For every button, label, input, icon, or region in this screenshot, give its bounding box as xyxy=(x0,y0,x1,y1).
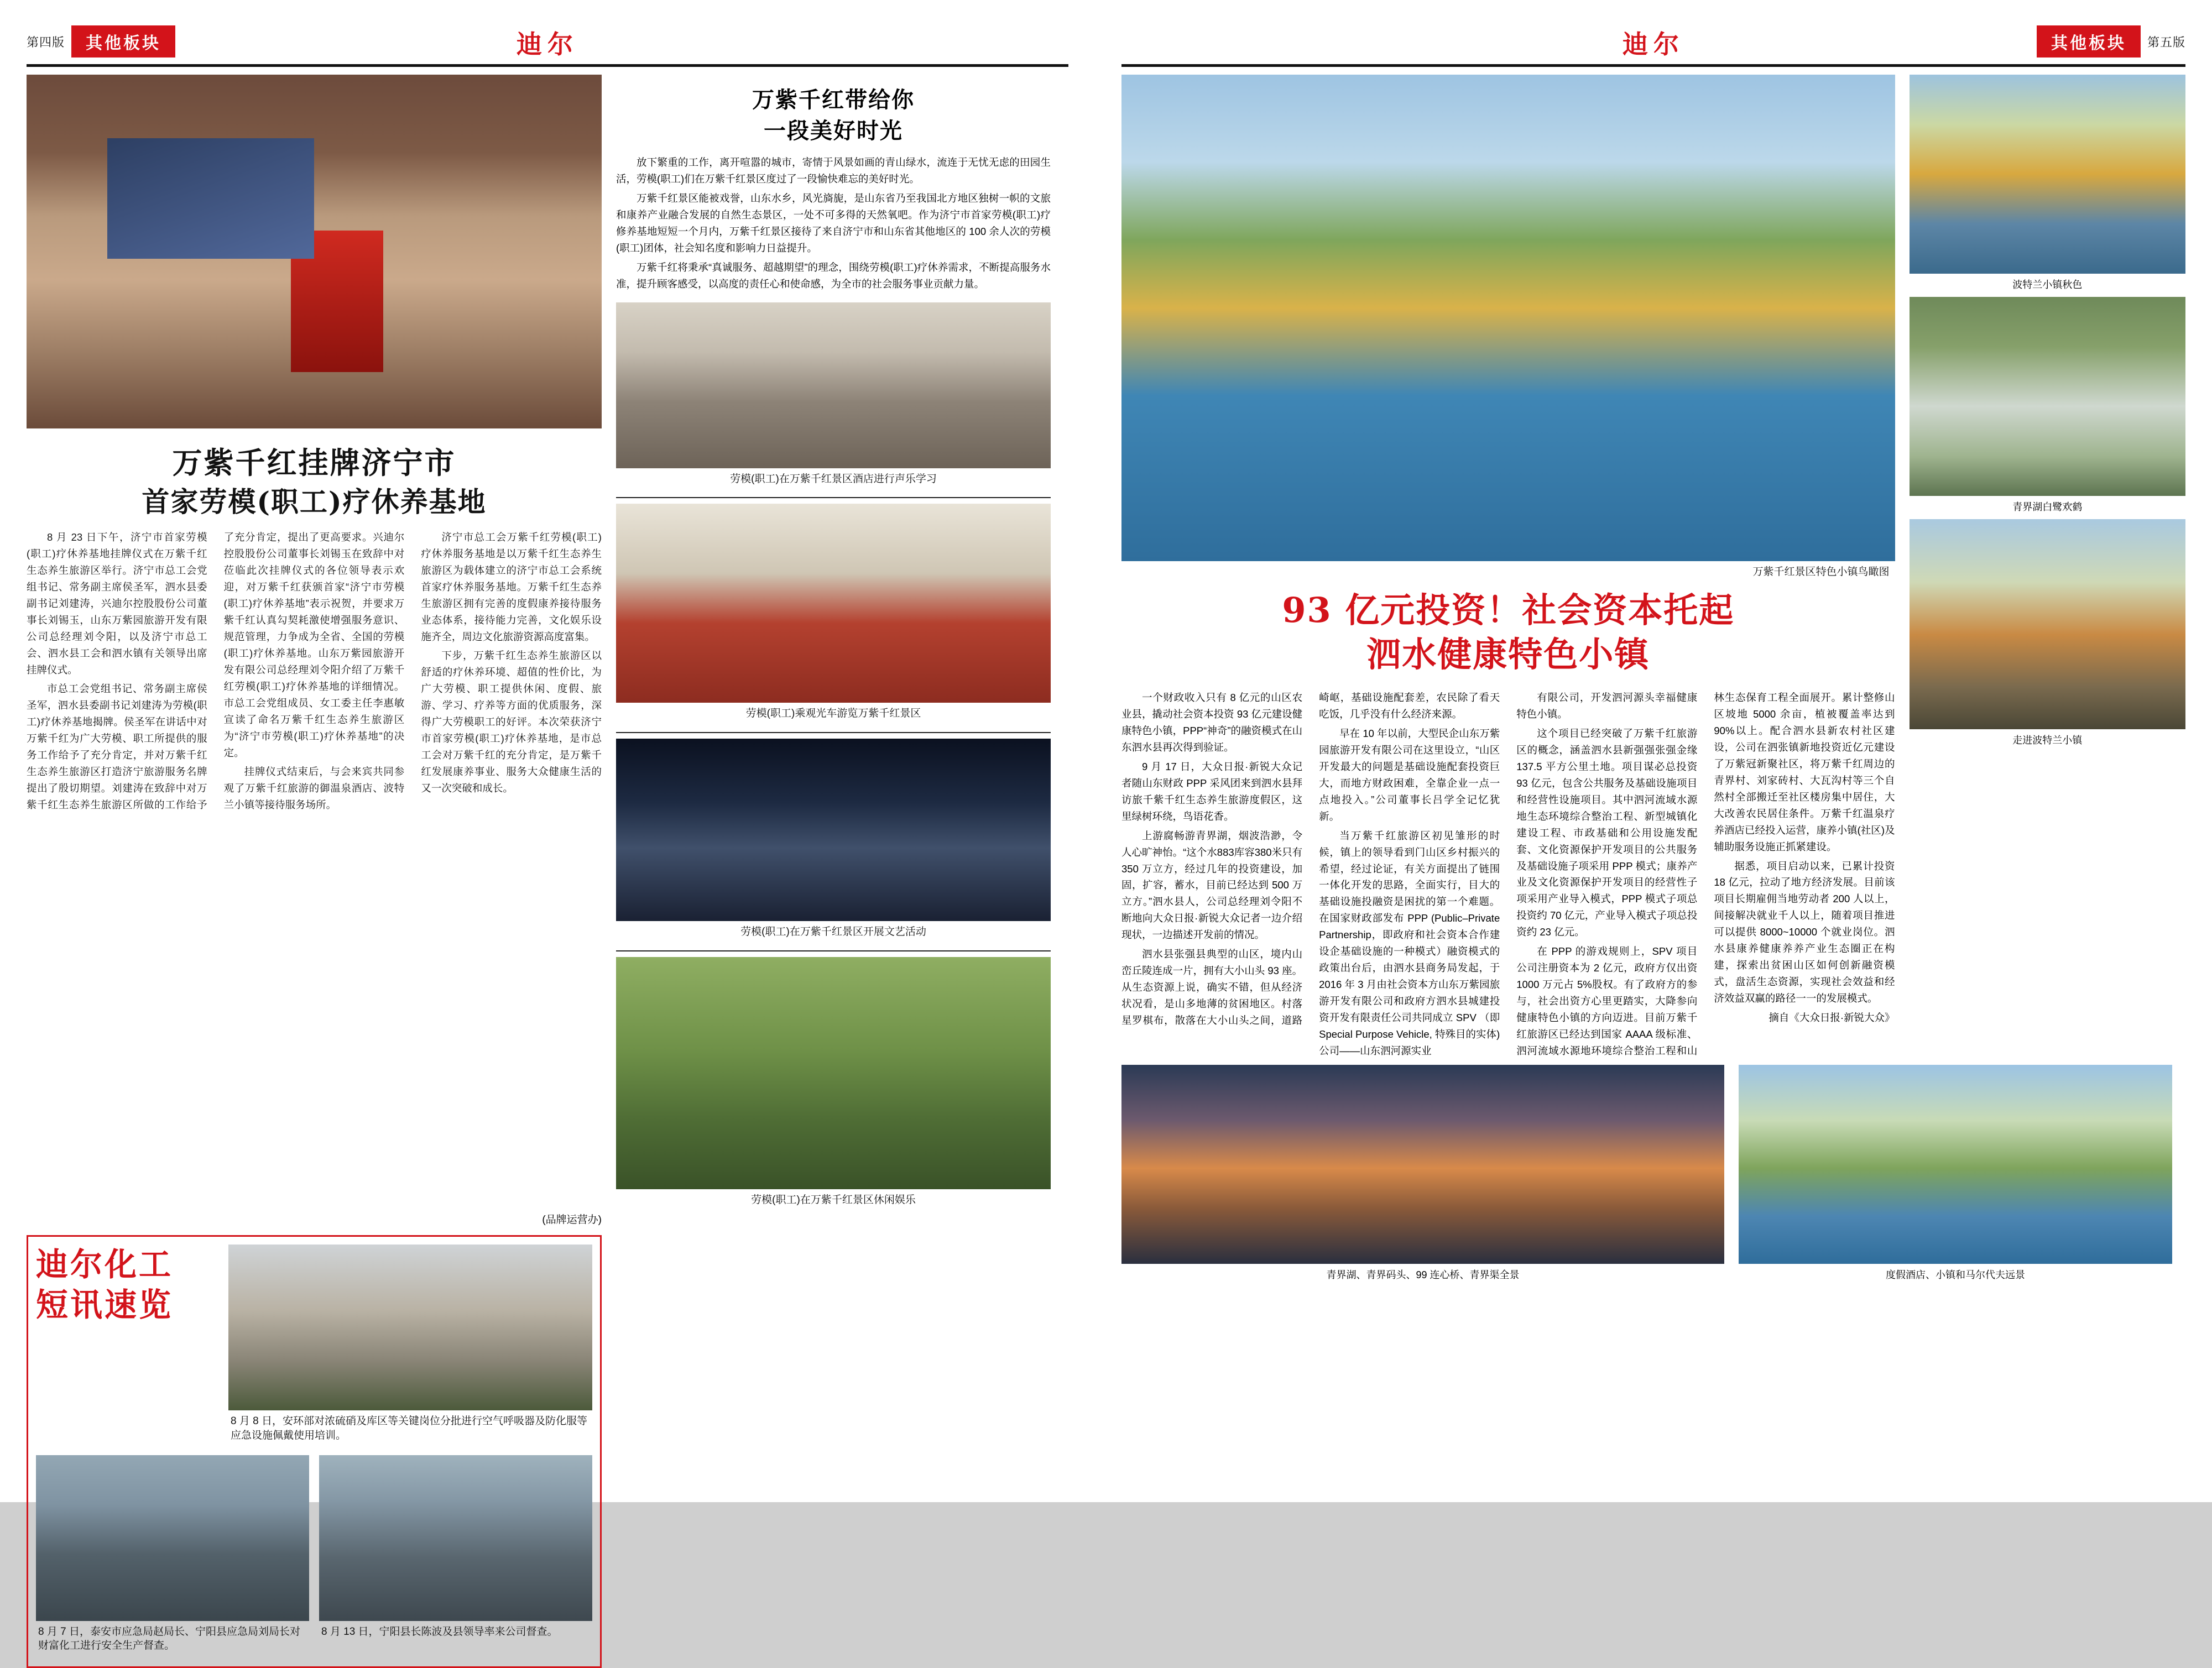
side-article-title-2: 一段美好时光 xyxy=(764,118,903,144)
caption-lake-birds: 青界湖白鹭欢鹤 xyxy=(2012,501,2083,513)
caption-autumn-town: 波特兰小镇秋色 xyxy=(2012,279,2083,290)
right-bottom-photos xyxy=(1121,1065,2185,1287)
main-article-title-2: 首家劳模(职工)疗休养基地 xyxy=(142,485,487,518)
newspaper-logo-right: 迪尔 xyxy=(1623,29,1684,59)
right-top-region xyxy=(1121,75,2185,1059)
masthead-left xyxy=(27,22,1068,61)
photo-resort-hotel-aerial xyxy=(1739,1065,2172,1264)
right-article-para: 在 PPP 的游戏规则上，SPV 项目公司注册资本为 2 亿元，政府方仅出资 1000 万元占 5%股权。有了政府方的参与，社会出资方心里更踏实，大降参向健康特色小镇的方向迈进。目前万紫千红旅游区已经达到国家 AAAA 级标准、泗河流域水源地环境综合整治工程和山林生态保育工程全面展开。累计整修山区坡地 5000 余亩，植被覆盖率达到 90%以上。配合泗水县新农村社区建设，公司在泗张镇新地投资近亿元建设了万紫冠新聚社区，将万紫千红周边的青界村、刘家砖村、大瓦沟村等三个自然村全部搬迁至社区楼房集中居住，大大改善农民居住条件。万紫千红温泉疗养酒店已经投入运营，康养小镇(社区)及辅助服务设施正抓紧建设。 xyxy=(1516,691,1895,1057)
photo-lake-birds xyxy=(1910,297,2185,496)
right-article-para: 有限公司，开发泗河源头幸福健康特色小镇。 xyxy=(1516,691,1698,720)
promo-title-line1: 迪尔化工 xyxy=(36,1246,174,1284)
left-top-region xyxy=(27,75,1068,1212)
photo-choir-study xyxy=(616,302,1051,468)
masthead-rule-right xyxy=(1121,64,2185,67)
side-article-body xyxy=(616,154,1051,292)
caption-leader-visit: 8 月 13 日，宁阳县长陈波及县领导率来公司督查。 xyxy=(321,1625,558,1638)
right-article-para: 一个财政收入只有 8 亿元的山区农业县，撬动社会资本投资 93 亿元建设健康特色小镇，PPP“神奇”的融资模式在山东泗水县再次得到验证。 xyxy=(1121,691,1303,753)
divider xyxy=(616,950,1051,951)
caption-choir-study: 劳模(职工)在万紫千红景区酒店进行声乐学习 xyxy=(730,473,937,485)
side-article-title-1: 万紫千红带给你 xyxy=(752,87,915,113)
photo-hall-ceremony xyxy=(27,75,602,428)
main-article-byline: (品牌运营办) xyxy=(542,1214,602,1226)
main-article-para: 8 月 23 日下午，济宁市首家劳模(职工)疗休养基地挂牌仪式在万紫千红生态养生旅游区举行。济宁市总工会党组书记、常务副主席侯圣军，泗水县委副书记刘建涛，兴迪尔控股股份公司董事长刘锡玉，山东万紫园旅游开发有限公司总经理刘令阳，以及济宁市总工会、泗水县工会和泗水镇有关领导出席挂牌仪式。 xyxy=(27,531,207,676)
caption-scenic-town-aerial: 万紫千红景区特色小镇鸟瞰图 xyxy=(1752,566,1890,578)
main-article-para: 挂牌仪式结束后，与会来宾共同参观了万紫千红旅游的御温泉酒店、波特兰小镇等接待服务场所。 xyxy=(223,765,405,811)
right-article-para: 这个项目已经突破了万紫千红旅游区的概念，涵盖泗水县新强强张强金缘 137.5 平方公里土地。项目谋必总投资 93 亿元，包含公共服务及基础设施项目和经营性设施项目。其中泗河流域水源地生态环境综合整治工程、新型城镇化建设工程、市政基础和公用设施发配套、文化资源保护开发项目的公共服务及基础设施子项采用 PPP 模式；康养产业及文化资源保护开发项目的经营性子项采用产业导入模式，PPP 模式子项总投资约 70 亿元，产业导入模式子项总投资约 23 亿元。 xyxy=(1516,727,1698,938)
photo-evening-performance xyxy=(616,739,1051,921)
section-tag-right: 其他板块 xyxy=(2037,25,2141,57)
divider xyxy=(616,732,1051,733)
main-article-body xyxy=(27,529,602,813)
right-headline-line1: 93 亿元投资！社会资本托起 xyxy=(1282,589,1735,630)
photo-scenic-town-aerial xyxy=(1121,75,1895,561)
newspaper-logo-left: 迪尔 xyxy=(517,29,578,59)
caption-lake-sunset-pier: 青界湖、青界码头、99 连心桥、青界渠全景 xyxy=(1326,1269,1520,1281)
main-article-para: 下步，万紫千红生态养生旅游区以舒适的疗休养环境、超值的性价比，为广大劳模、职工提供休闲、度假、旅游、学习、疗养等方面的优质服务，深得广大劳模职工的好评。本次荣获济宁市首家劳模(职工)疗休养基地，是市总工会对万紫千红的充分肯定，是万紫千红发展康养事业、服务大众健康生活的又一次突破和成长。 xyxy=(421,650,602,794)
caption-evening-performance: 劳模(职工)在万紫千红景区开展文艺活动 xyxy=(740,926,926,938)
caption-leisure-swing: 劳模(职工)在万紫千红景区休闲娱乐 xyxy=(751,1194,916,1206)
right-article-para: 早在 10 年以前，大型民企山东万紫园旅游开发有限公司在这里设立，“山区开发最大的问题是基础设施配套投资巨大，而地方财政困难，全靠企业一点一点地投入。”公司董事长吕学全记忆犹新。 xyxy=(1319,727,1500,822)
section-tag-left: 其他板块 xyxy=(71,25,175,57)
photo-leader-visit xyxy=(319,1455,592,1621)
side-article-para: 万紫千红景区能被戏誉，山东水乡，风光旖旎，是山东省乃至我国北方地区独树一帜的文旅和康养产业融合发展的自然生态景区，一处不可多得的天然氧吧。作为济宁市首家劳模(职工)疗修养基地短短一个月内，万紫千红景区接待了来自济宁市和山东省其他地区的 100 余人次的劳模(职工)团体，社会知名度和影响力日益提升。 xyxy=(616,192,1051,254)
side-article-para: 万紫千红将秉承“真诚服务、超越期望”的理念，围绕劳模(职工)疗休养需求，不断提高服务水准，提升顾客感受，以高度的责任心和使命感，为全市的社会服务事业贡献力量。 xyxy=(616,261,1051,290)
right-article-para: 泗水县张强县典型的山区，境内山峦丘陵连成一片，拥有大小山头 93 座。从生态资源上说，确实不错，但从经济状况看，是山多地薄的贫困地区。村落星罗棋布，散落在大小山头之间，道路崎岖，基础设施配套差，农民除了看天吃饭，几乎没有什么经济来源。 xyxy=(1121,691,1500,1027)
main-article-title-1: 万紫千红挂牌济宁市 xyxy=(172,445,456,480)
caption-resort-hotel-aerial: 度假酒店、小镇和马尔代夫远景 xyxy=(1886,1269,2025,1281)
right-side-photos xyxy=(1910,75,2185,1059)
right-article-para: 据悉，项目启动以来，已累计投资 18 亿元，拉动了地方经济发展。目前该项目长期雇佣当地劳动者 200 人以上，间接解决就业千人以上，随着项目推进可以提供 8000~10000 个就业岗位。泗水县康养健康养养产业生态圈正在构建，探索出贫困山区如何创新融资模式，盘活生态资源，实现社会效益和经济效益双赢的路径一一的发展模式。 xyxy=(1714,860,1895,1005)
main-article-para: 济宁市总工会万紫千红劳模(职工)疗休养服务基地是以万紫千红生态养生旅游区为载体建立的济宁市总工会系统首家疗休养服务基地。万紫千红生态养生旅游区拥有完善的度假康养接待服务业态体系，接待能力完善，文化娱乐设施齐全，周边文化旅游资源高度富集。 xyxy=(421,531,602,643)
caption-sightseeing-bus: 劳模(职工)乘观光车游览万紫千红景区 xyxy=(745,708,921,720)
right-article-para: 当万紫千红旅游区初见雏形的时候，镇上的领导看到门山区乡村振兴的希望，经过论证，有关方面提出了链围一体化开发的思路，全面实行，目大的基础设施投融资是困扰的第一个难题。在国家财政部发布 PPP (Public–Private Partnership，即政府和社会资本合作建设企基础设施的一种模式）融资模式的政策出台后，由泗水县商务局发起，于 2016 年 3 月由社会资本方山东万紫园旅游开发有限公司和政府方泗水县城建投资开发有限责任公司共同成立 SPV （即 Special Purpose Vehicle, 特殊目的实体)公司——山东泗河源实业 xyxy=(1319,829,1500,1057)
photo-portland-town-walk xyxy=(1910,519,2185,729)
masthead-right xyxy=(1121,22,2185,61)
right-headline-line2: 泗水健康特色小镇 xyxy=(1366,634,1650,675)
photo-lake-sunset-pier xyxy=(1121,1065,1724,1264)
photo-autumn-town xyxy=(1910,75,2185,274)
promo-box xyxy=(27,1235,602,1668)
page-number-left: 第四版 xyxy=(27,35,65,49)
right-article-para: 9 月 17 日，大众日报·新锐大众记者随山东财政 PPP 采风团来到泗水县拜访旅千紫千红生态养生旅游度假区，这里绿树环绕，鸟语花香。 xyxy=(1121,760,1303,822)
photo-leisure-swing xyxy=(616,957,1051,1189)
caption-training-session: 8 月 8 日，安环部对浓硫硝及库区等关键岗位分批进行空气呼吸器及防化服等应急设施佩戴使用培训。 xyxy=(231,1415,587,1441)
page-number-right: 第五版 xyxy=(2147,35,2185,49)
side-article-para: 放下繁重的工作，离开喧嚣的城市，寄情于风景如画的青山绿水，流连于无忧无虑的田园生活，劳模(职工)们在万紫千红景区度过了一段愉快难忘的美好时光。 xyxy=(616,156,1051,185)
caption-inspection-rain: 8 月 7 日，泰安市应急局赵局长、宁阳县应急局刘局长对财富化工进行安全生产督查。 xyxy=(38,1625,300,1652)
photo-inspection-rain xyxy=(36,1455,309,1621)
page-right xyxy=(1095,0,2212,1502)
main-article-para: 市总工会党组书记、常务副主席侯圣军，泗水县委副书记刘建涛为劳模(职工)疗休养基地揭牌。侯圣军在讲话中对万紫千红为广大劳模、职工所提供的服务工作给予了充分肯定，并对万紫千红生态养生旅游区打造济宁旅游服务名牌提出了殷切期望。刘建涛在致辞中对万紫千红生态养生旅游区所做的工作给予了充分肯定，提出了更高要求。兴迪尔控股股份公司董事长刘锡玉在致辞中对莅临此次挂牌仪式的各位领导表示欢迎，对万紫千红获颁首家“济宁市劳模(职工)疗休养基地”表示祝贺，并要求万紫千红认真勾契耗激使增强服务意识、规范管理，力争成为全省、全国的劳模(职工)疗休养基地。山东万紫园旅游开发有限公司总经理刘令阳介绍了万紫千红劳模(职工)疗休养基地的详细情况。市总工会党组成员、女工委主任李惠敏宣读了命名万紫千红生态养生旅游区为“济宁市劳模(职工)疗休养基地”的决定。 xyxy=(27,531,405,811)
left-side-column xyxy=(616,75,1051,1212)
masthead-rule-left xyxy=(27,64,1068,67)
photo-training-session xyxy=(228,1245,592,1410)
divider xyxy=(616,497,1051,498)
right-article-body xyxy=(1121,689,1895,1059)
right-article-source: 摘自《大众日报·新锐大众》 xyxy=(1768,1012,1895,1024)
left-main-column xyxy=(27,75,602,1212)
promo-title-line2: 短讯速览 xyxy=(36,1285,174,1324)
photo-sightseeing-bus xyxy=(616,504,1051,703)
caption-portland-town-walk: 走进波特兰小镇 xyxy=(2012,735,2083,746)
right-article-para: 上游腐畅游青界湖，烟波浩渺，令人心旷神怡。“这个水883库容380米只有 350 万立方，经过几年的投资建设，加固，扩容，蓄水，目前已经达到 500 万立方。”泗水县人，公司总经理刘令阳不断地向大众日报·新锐大众记者一边介绍现状，一边描述开发前的情况。 xyxy=(1121,829,1303,941)
right-main-column xyxy=(1121,75,1895,1059)
page-left xyxy=(0,0,1095,1652)
